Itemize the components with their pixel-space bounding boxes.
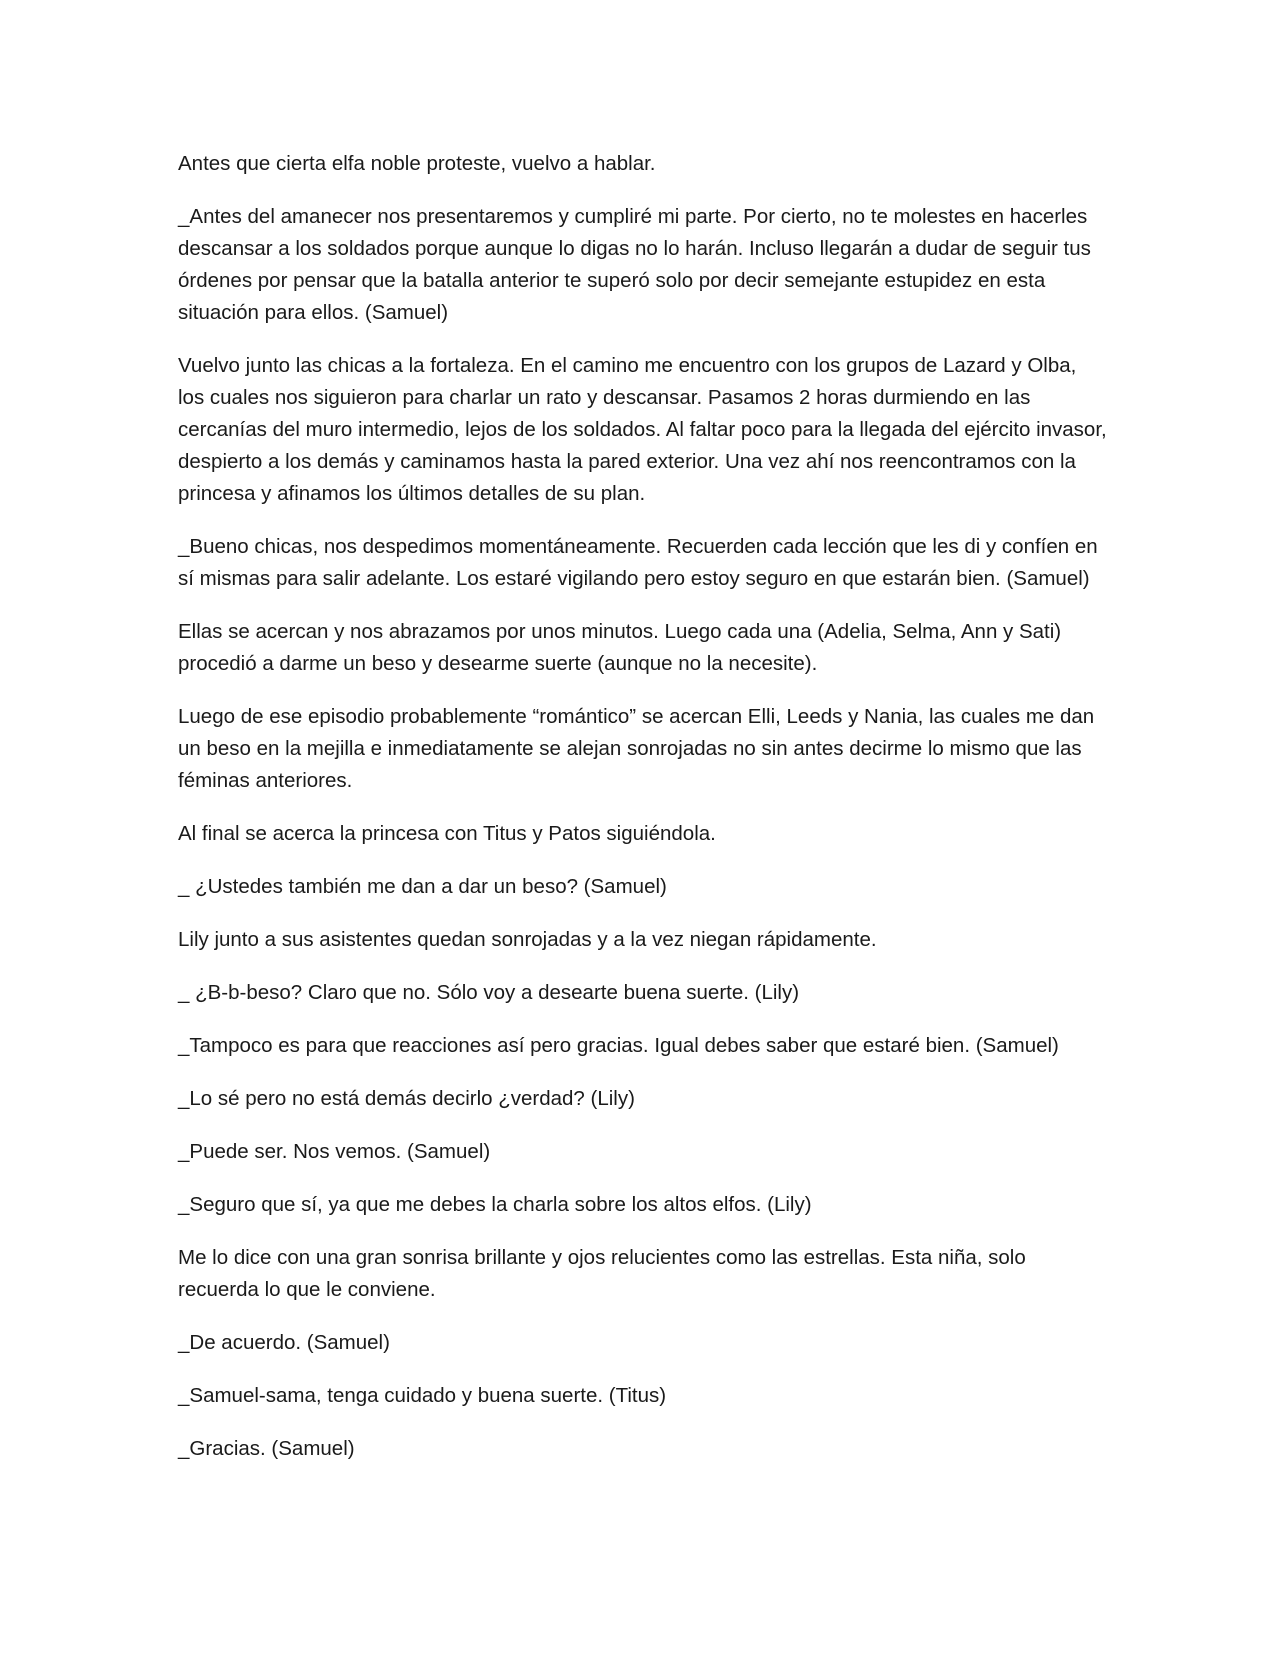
paragraph: _Lo sé pero no está demás decirlo ¿verdad? (Lily) bbox=[178, 1087, 635, 1110]
paragraph: _Gracias. (Samuel) bbox=[178, 1437, 355, 1460]
paragraph: _Antes del amanecer nos presentaremos y cumpliré mi parte. Por cierto, no te molestes en hacerles descansar a los soldados porque aunque lo digas no lo harán. Incluso llegarán a dudar de seguir tus órdenes por pensar que la batalla anterior te superó solo por decir semejante estupidez en esta situación para ellos. (Samuel) bbox=[178, 205, 1091, 324]
paragraph: Vuelvo junto las chicas a la fortaleza. En el camino me encuentro con los grupos de Lazard y Olba, los cuales nos siguieron para charlar un rato y descansar. Pasamos 2 horas durmiendo en las cercanías del muro intermedio, lejos de los soldados. Al faltar poco para la llegada del ejército invasor, despierto a los demás y caminamos hasta la pared exterior. Una vez ahí nos reencontramos con la princesa y afinamos los últimos detalles de su plan. bbox=[178, 354, 1107, 505]
paragraph: _Samuel-sama, tenga cuidado y buena suerte. (Titus) bbox=[178, 1384, 667, 1407]
paragraph: Antes que cierta elfa noble proteste, vuelvo a hablar. bbox=[178, 152, 656, 175]
paragraph: _ ¿B-b-beso? Claro que no. Sólo voy a desearte buena suerte. (Lily) bbox=[178, 981, 800, 1004]
paragraph: Lily junto a sus asistentes quedan sonrojadas y a la vez niegan rápidamente. bbox=[178, 928, 877, 951]
paragraph: _Tampoco es para que reacciones así pero gracias. Igual debes saber que estaré bien. (Samuel) bbox=[178, 1034, 1059, 1057]
document-body bbox=[178, 148, 1108, 1486]
paragraph: Me lo dice con una gran sonrisa brillante y ojos relucientes como las estrellas. Esta niña, solo recuerda lo que le conviene. bbox=[178, 1246, 1026, 1301]
paragraph: _De acuerdo. (Samuel) bbox=[178, 1331, 390, 1354]
paragraph: Luego de ese episodio probablemente “romántico” se acercan Elli, Leeds y Nania, las cuales me dan un beso en la mejilla e inmediatamente se alejan sonrojadas no sin antes decirme lo mismo que las féminas anteriores. bbox=[178, 705, 1095, 792]
paragraph: _Seguro que sí, ya que me debes la charla sobre los altos elfos. (Lily) bbox=[178, 1193, 812, 1216]
paragraph: Al final se acerca la princesa con Titus y Patos siguiéndola. bbox=[178, 822, 716, 845]
paragraph: Ellas se acercan y nos abrazamos por unos minutos. Luego cada una (Adelia, Selma, Ann y Sati) procedió a darme un beso y desearme suerte (aunque no la necesite). bbox=[178, 620, 1062, 675]
paragraph: _Puede ser. Nos vemos. (Samuel) bbox=[178, 1140, 491, 1163]
paragraph: _ ¿Ustedes también me dan a dar un beso? (Samuel) bbox=[178, 875, 667, 898]
paragraph: _Bueno chicas, nos despedimos momentáneamente. Recuerden cada lección que les di y confíen en sí mismas para salir adelante. Los estaré vigilando pero estoy seguro en que estarán bien. (Samuel) bbox=[178, 535, 1098, 590]
